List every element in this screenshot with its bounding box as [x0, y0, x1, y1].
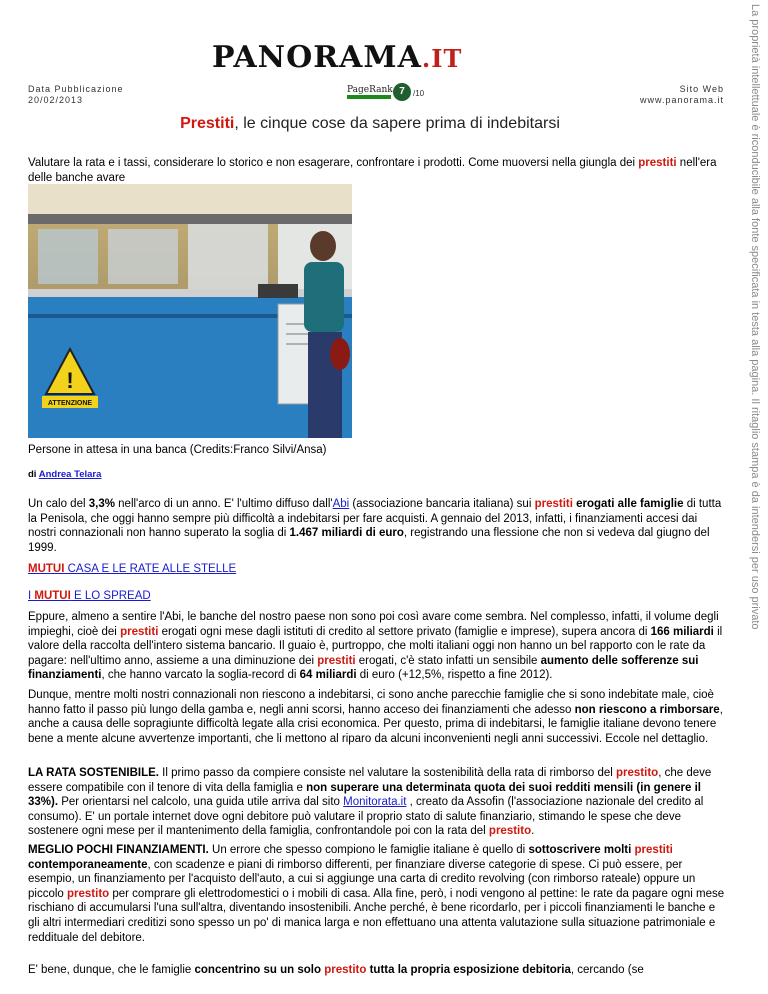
- text-run: di euro (+12,5%, rispetto a fine 2012).: [356, 669, 553, 682]
- article-headline: [0, 115, 740, 133]
- panorama-logo: [212, 40, 462, 75]
- link-keyword: MUTUI: [34, 590, 71, 602]
- text-run: nell'arco di un anno. E' l'ultimo diffuso dall': [114, 498, 333, 510]
- text-bold: tutta la propria esposizione debitoria: [366, 964, 571, 976]
- publication-info: [28, 84, 124, 106]
- text-run: Il primo passo da compiere consiste nel valutare la sostenibilità della rata di rimborso del: [158, 767, 617, 779]
- monitorata-link[interactable]: Monitorata.it: [343, 796, 407, 809]
- pagerank-value: 7: [393, 83, 411, 101]
- keyword: prestiti: [120, 625, 159, 638]
- pagerank-max: /10: [413, 89, 425, 98]
- text-run: erogati, c'è stato infatti un sensibile: [355, 654, 541, 667]
- lead-text-end: nell'era delle banche avare: [28, 157, 717, 184]
- keyword: prestiti: [534, 498, 573, 510]
- link-text: E LO SPREAD: [70, 590, 151, 602]
- pagerank-bar: [347, 95, 391, 99]
- keyword: prestito: [488, 825, 532, 838]
- author-link[interactable]: Andrea Telara: [38, 469, 102, 480]
- svg-text:!: !: [66, 368, 74, 393]
- text-run: Dunque, mentre molti nostri connazionali non riescono a indebitarsi, ci sono anche parecchie famiglie che si sono indebitate male, cioè hanno fatto il passo più lungo della gamba e, negli anni scorsi, hanno acceso dei finanziamenti che adesso: [28, 689, 714, 716]
- website-url: www.panorama.it: [639, 95, 724, 105]
- bank-queue-image: [28, 184, 352, 438]
- text-bold: 3,3%: [88, 498, 115, 510]
- text-run: Un calo del: [28, 498, 89, 510]
- logo-tld: .IT: [421, 44, 463, 73]
- copyright-side-note: [742, 4, 766, 630]
- text-run: , cercando (se: [570, 964, 644, 976]
- attention-sign-text: ATTENZIONE: [47, 400, 93, 407]
- text-run: , registrando una flessione che non si vedeva dal giugno del 1999.: [28, 527, 710, 554]
- text-run: Un errore che spesso compiono le famiglie italiane è quello di: [208, 844, 529, 856]
- text-bold: contemporaneamente: [28, 858, 148, 871]
- keyword: prestito: [616, 767, 659, 779]
- logo-main: PANORAMA: [212, 40, 422, 75]
- paragraph-6: [28, 963, 728, 978]
- author-prefix: di: [28, 469, 39, 480]
- text-bold: concentrino su un solo: [194, 964, 325, 976]
- text-run: Per orientarsi nel calcolo, una guida utile arriva dal sito: [58, 796, 344, 809]
- lead-keyword: prestiti: [638, 157, 677, 169]
- website-info: [640, 84, 724, 106]
- link-mutui-spread[interactable]: [28, 590, 151, 602]
- text-run: , anche a causa delle sopragiunte difficoltà legate alla crisi economica. Per questo, prima di indebitarsi, le famiglie italiane devono tenere bene a mente alcune avvertenze importanti, che li mettono al riparo da alcuni inconvenienti negli anni successivi. Eccole nel dettaglio.: [28, 703, 723, 745]
- text-run: E' bene, dunque, che le famiglie: [28, 964, 195, 976]
- text-bold: erogati alle famiglie: [572, 498, 684, 510]
- text-bold: 166 miliardi: [650, 625, 714, 638]
- keyword: prestiti: [634, 844, 673, 856]
- article-author: [28, 469, 101, 480]
- text-bold: 1.467 miliardi di euro: [289, 527, 404, 540]
- link-mutui-casa[interactable]: [28, 563, 236, 575]
- headline-keyword: Prestiti: [180, 115, 235, 132]
- link-text: CASA E LE RATE ALLE STELLE: [64, 563, 237, 575]
- abi-link[interactable]: Abi: [332, 498, 350, 510]
- side-note-text: La proprietà intellettuale è riconducibile alla fonte specificata in testa alla pagina. Il ritaglio stampa è da intendersi per uso privato: [749, 4, 761, 630]
- section-heading: LA RATA SOSTENIBILE.: [28, 767, 159, 779]
- link-keyword: MUTUI: [28, 563, 65, 575]
- paragraph-3: [28, 688, 728, 746]
- paragraph-5: [28, 843, 728, 945]
- text-run: , con scadenze e piani di rimborso differenti, per finanziare diverse categorie di spese. Ci può essere, per esempio, un finanziamento per l'acquisto dell'auto, a cui si aggiunge una carta di credito revolving (con rimborso rateale) oppure un piccolo: [28, 858, 696, 900]
- text-run: di tutta la Penisola, che oggi hanno sempre più difficoltà a indebitarsi per fare acquisti. A gennaio del 2013, infatti, i finanziamenti accesi dai nostri connazionali non hanno superato la soglia di: [28, 498, 722, 540]
- text-run: Eppure, almeno a sentire l'Abi, le banche del nostro paese non sono poi così avare come sembra. Nel complesso, infatti, il volume degli impieghi, cioè dei: [28, 611, 719, 638]
- paragraph-1: [28, 497, 728, 555]
- keyword: prestito: [324, 964, 367, 976]
- publication-date: 20/02/2013: [28, 95, 84, 105]
- text-run: .: [531, 825, 535, 838]
- photo-caption: Persone in attesa in una banca (Credits:Franco Silvi/Ansa): [28, 444, 327, 456]
- pagerank-badge: [347, 83, 427, 101]
- website-label: Sito Web: [679, 84, 724, 94]
- text-run: (associazione bancaria italiana) sui: [349, 498, 535, 510]
- article-lead: [28, 156, 728, 185]
- section-heading: MEGLIO POCHI FINANZIAMENTI.: [28, 844, 209, 856]
- text-run: erogati ogni mese dagli istituti di credito al settore privato (famiglie e imprese), supera ancora di: [158, 625, 651, 638]
- text-bold: aumento delle sofferenze sui finanziamenti: [28, 654, 699, 682]
- text-run: , che hanno varcato la soglia-record di: [101, 669, 300, 682]
- lead-text: Valutare la rata e i tassi, considerare lo storico e non esagerare, confrontare i prodotti. Come muoversi nella giungla dei: [28, 157, 639, 169]
- text-run: per comprare gli elettrodomestici o i mobili di casa. Alla fine, però, i nodi vengono al pettine: le rate da pagare ogni mese rischiano di accumularsi l'una sull'altra, diventando insostenibili. Anche perché, è bene ricordarlo, per i piccoli finanziamenti le banche e gli altri intermediari creditizi sono spesso un po' di manica larga e non effettuano una attenta valutazione sulla situazione patrimoniale e reddituale del debitore.: [28, 887, 725, 944]
- text-run: , creato da Assofin (l'associazione nazionale del credito al consumo). E' un portale internet dove ogni debitore può valutare il proprio stato di salute finanziario, stimando le spese che deve sostenere ogni mese per il mantenimento della famiglia, confrontandole poi con la rata del: [28, 796, 704, 838]
- paragraph-2: [28, 610, 728, 683]
- article-photo: [28, 184, 352, 438]
- text-bold: non riescono a rimborsare: [574, 703, 720, 716]
- pagerank-label: PageRank: [347, 85, 393, 95]
- text-run: , che deve essere compatibile con il tenore di vita della famiglia e: [28, 767, 712, 794]
- text-bold: sottoscrivere molti: [528, 844, 635, 856]
- paragraph-4: [28, 766, 728, 839]
- keyword: prestiti: [317, 654, 356, 667]
- keyword: prestito: [67, 887, 110, 900]
- text-bold: non superare una determinata quota dei suoi redditi mensili (in genere il 33%).: [28, 781, 701, 809]
- headline-rest: , le cinque cose da sapere prima di indebitarsi: [234, 115, 560, 132]
- publication-label: Data Pubblicazione: [28, 84, 124, 94]
- link-text: I: [28, 590, 35, 602]
- text-run: il valore della raccolta dell'intero sistema bancario. Il guaio è, purtroppo, che molti italiani oggi non hanno un bel rapporto con le rate da pagare: nell'ultimo anno, assieme a una diminuzione dei: [28, 625, 723, 667]
- text-bold: 64 miliardi: [299, 669, 357, 682]
